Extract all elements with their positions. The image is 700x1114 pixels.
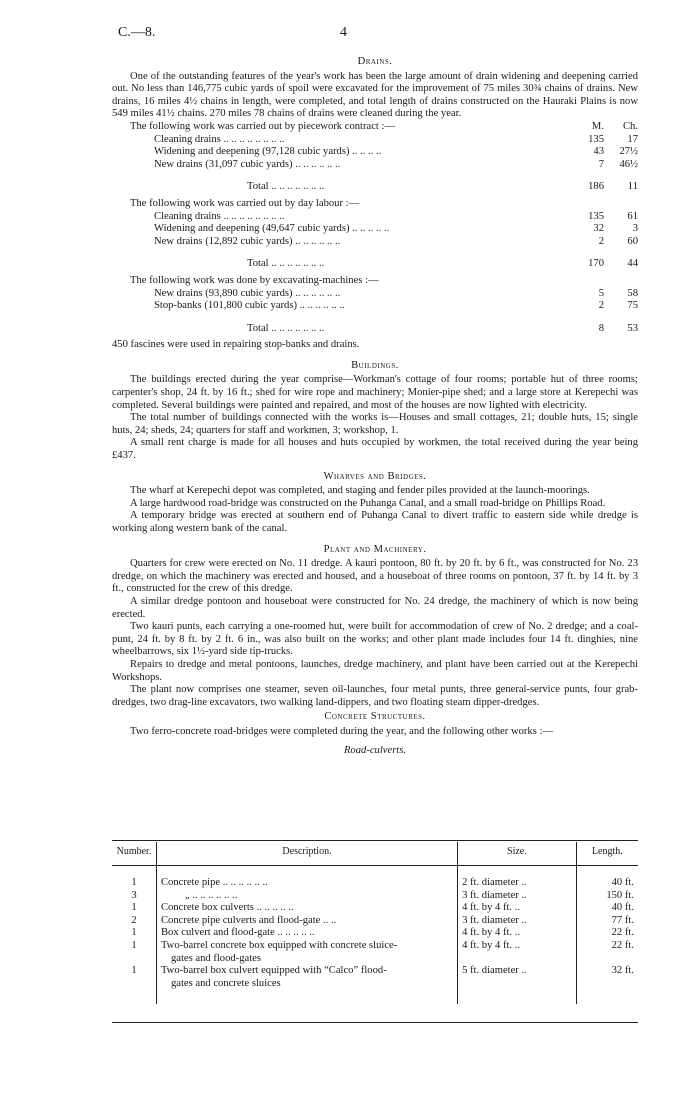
table-row: 1 Box culvert and flood-gate .. .. .. .. .. 4 ft. by 4 ft. .. 22 ft. (112, 927, 638, 940)
table-title: Road-culverts. (343, 744, 407, 756)
plant-paragraph: Repairs to dredge and metal pontoons, launches, dredge machinery, and plant have been carried out at the Kerepechi Workshops. (112, 658, 638, 683)
work-row: Cleaning drains .. .. .. .. .. .. .. .. 135 17 (154, 133, 638, 145)
col-miles: M. (591, 120, 604, 132)
document-code: C.—8. (118, 25, 156, 40)
column-header-length: Length. (576, 842, 638, 865)
table-row: 1 Concrete box culverts .. .. .. .. .. 4 ft. by 4 ft. .. 40 ft. (112, 902, 638, 915)
column-header-description: Description. (156, 842, 457, 865)
work-row: New drains (12,892 cubic yards) .. .. .. .. .. .. 2 60 (154, 235, 638, 247)
plant-paragraph: Two kauri punts, each carrying a one-roomed hut, were built for accommodation of crew of No. 2 dredge; and a coal-punt, 24 ft. by 8 ft. by 2 ft. 6 in., was also built on the works; and other plant made includes four 14 ft. dinghies, nine wheelbarrows, six 1½-yard side tip-trucks. (112, 621, 638, 658)
wharves-paragraph: A large hardwood road-bridge was constructed on the Puhanga Canal, and a small road-bridge on Phillips Road. (130, 497, 606, 509)
work-row: Widening and deepening (49,647 cubic yards) .. .. .. .. .. 32 3 (154, 223, 638, 235)
work-row: Widening and deepening (97,128 cubic yards) .. .. .. .. 43 27½ (154, 146, 638, 158)
section-title-plant: Plant and Machinery. (323, 543, 427, 555)
table-row: 3 „ .. .. .. .. .. .. 3 ft. diameter .. 150 ft. (112, 890, 638, 903)
piecework-heading-row (112, 121, 638, 134)
piecework-heading: The following work was carried out by piecework contract :— (130, 120, 396, 132)
work-row: New drains (31,097 cubic yards) .. .. .. .. .. .. 7 46½ (154, 158, 638, 170)
page-number: 4 (340, 25, 347, 40)
table-top-rule (112, 840, 638, 841)
plant-paragraph: The plant now comprises one steamer, seven oil-launches, four metal punts, three general-service punts, four grab-dredges, two drag-line excavators, two walking land-dippers, and two floating steam dipper-dredges. (112, 684, 638, 708)
work-row: Stop-banks (101,800 cubic yards) .. .. .. .. .. .. 2 75 (154, 300, 638, 312)
wharves-paragraph: A temporary bridge was erected at southern end of Puhanga Canal to divert traffic to eastern side while dredge is working along western bank of the canal. (112, 510, 638, 534)
piecework-total-row: Total .. .. .. .. .. .. .. 186 11 (247, 181, 638, 193)
column-header-size: Size. (458, 842, 577, 865)
section-title-wharves: Wharves and Bridges. (323, 470, 427, 482)
section-title-concrete: Concrete Structures. (324, 711, 426, 723)
col-chains: Ch. (622, 120, 638, 132)
table-row: 1 Concrete pipe .. .. .. .. .. .. 2 ft. diameter .. 40 ft. (112, 877, 638, 890)
plant-paragraph: A similar dredge pontoon and houseboat were constructed for No. 24 dredge, the machinery of which is now being erected. (112, 595, 638, 620)
road-culverts-table (112, 842, 638, 1004)
section-title-drains: Drains. (357, 56, 393, 67)
buildings-paragraph: A small rent charge is made for all houses and huts occupied by workmen, the total received during the year being £437. (112, 437, 638, 462)
machines-heading-row (112, 275, 638, 288)
table-bottom-rule (112, 1022, 638, 1023)
table-row: 1 Two-barrel concrete box equipped with concrete sluice- gates and flood-gates 4 ft. by 4 ft. .. 22 ft. (112, 940, 638, 965)
machines-heading: The following work was done by excavating-machines :— (130, 274, 379, 286)
wharves-paragraph: The wharf at Kerepechi depot was completed, and staging and fender piles provided at the launch-moorings. (130, 485, 590, 497)
table-row: 1 Two-barrel box culvert equipped with “Calco” flood- gates and concrete sluices 5 ft. diameter .. 32 ft. (112, 965, 638, 990)
section-title-buildings: Buildings. (351, 359, 399, 371)
column-header-number: Number. (112, 842, 156, 865)
day-labour-heading-row (112, 198, 638, 211)
concrete-intro: Two ferro-concrete road-bridges were completed during the year, and the following other works :— (130, 725, 554, 737)
drains-intro: One of the outstanding features of the year's work has been the large amount of drain widening and deepening carried out. No less than 146,775 cubic yards of spoil were excavated for the improvement of 75 miles 30¾ chains of drains. New drains, 16 miles 4½ chains in length, were completed, and total length of drains constructed on the Hauraki Plains is now 549 miles 41½ chains. 270 miles 78 chains of drains were cleaned during the year. (112, 70, 638, 120)
day-labour-total-row: Total .. .. .. .. .. .. .. 170 44 (247, 258, 638, 270)
table-row: 2 Concrete pipe culverts and flood-gate .. .. 3 ft. diameter .. 77 ft. (112, 915, 638, 928)
buildings-paragraph: The total number of buildings connected with the works is—Houses and small cottages, 21; double huts, 15; single huts, 24; sheds, 24; quarters for staff and workmen, 3; workshop, 1. (112, 412, 638, 436)
table-header-row (112, 842, 638, 865)
work-row: New drains (93,890 cubic yards) .. .. .. .. .. .. 5 58 (154, 287, 638, 299)
plant-paragraph: Quarters for crew were erected on No. 11 dredge. A kauri pontoon, 80 ft. by 20 ft. by 6 ft., was constructed for No. 23 dredge, on which the machinery was erected and housed, and a houseboat of three rooms on pontoon, 37 ft. by 14 ft. by 3 ft., constructed for the crew of this dredge. (112, 558, 638, 595)
page-content (112, 56, 638, 763)
machines-total-row: Total .. .. .. .. .. .. .. 8 53 (247, 322, 638, 334)
fascines-note: 450 fascines were used in repairing stop-banks and drains. (112, 339, 360, 351)
day-labour-heading: The following work was carried out by day labour :— (130, 197, 360, 209)
work-row: Cleaning drains .. .. .. .. .. .. .. .. 135 61 (154, 210, 638, 222)
buildings-paragraph: The buildings erected during the year comprise—Workman's cottage of four rooms; portable hut of three rooms; carpenter's shop, 24 ft. by 16 ft.; shed for wire rope and machinery; Monier-pipe shed; and a large store at Kerepechi was completed. Several buildings were painted and repaired, and most of the houses are now lighted with electricity. (112, 374, 638, 411)
